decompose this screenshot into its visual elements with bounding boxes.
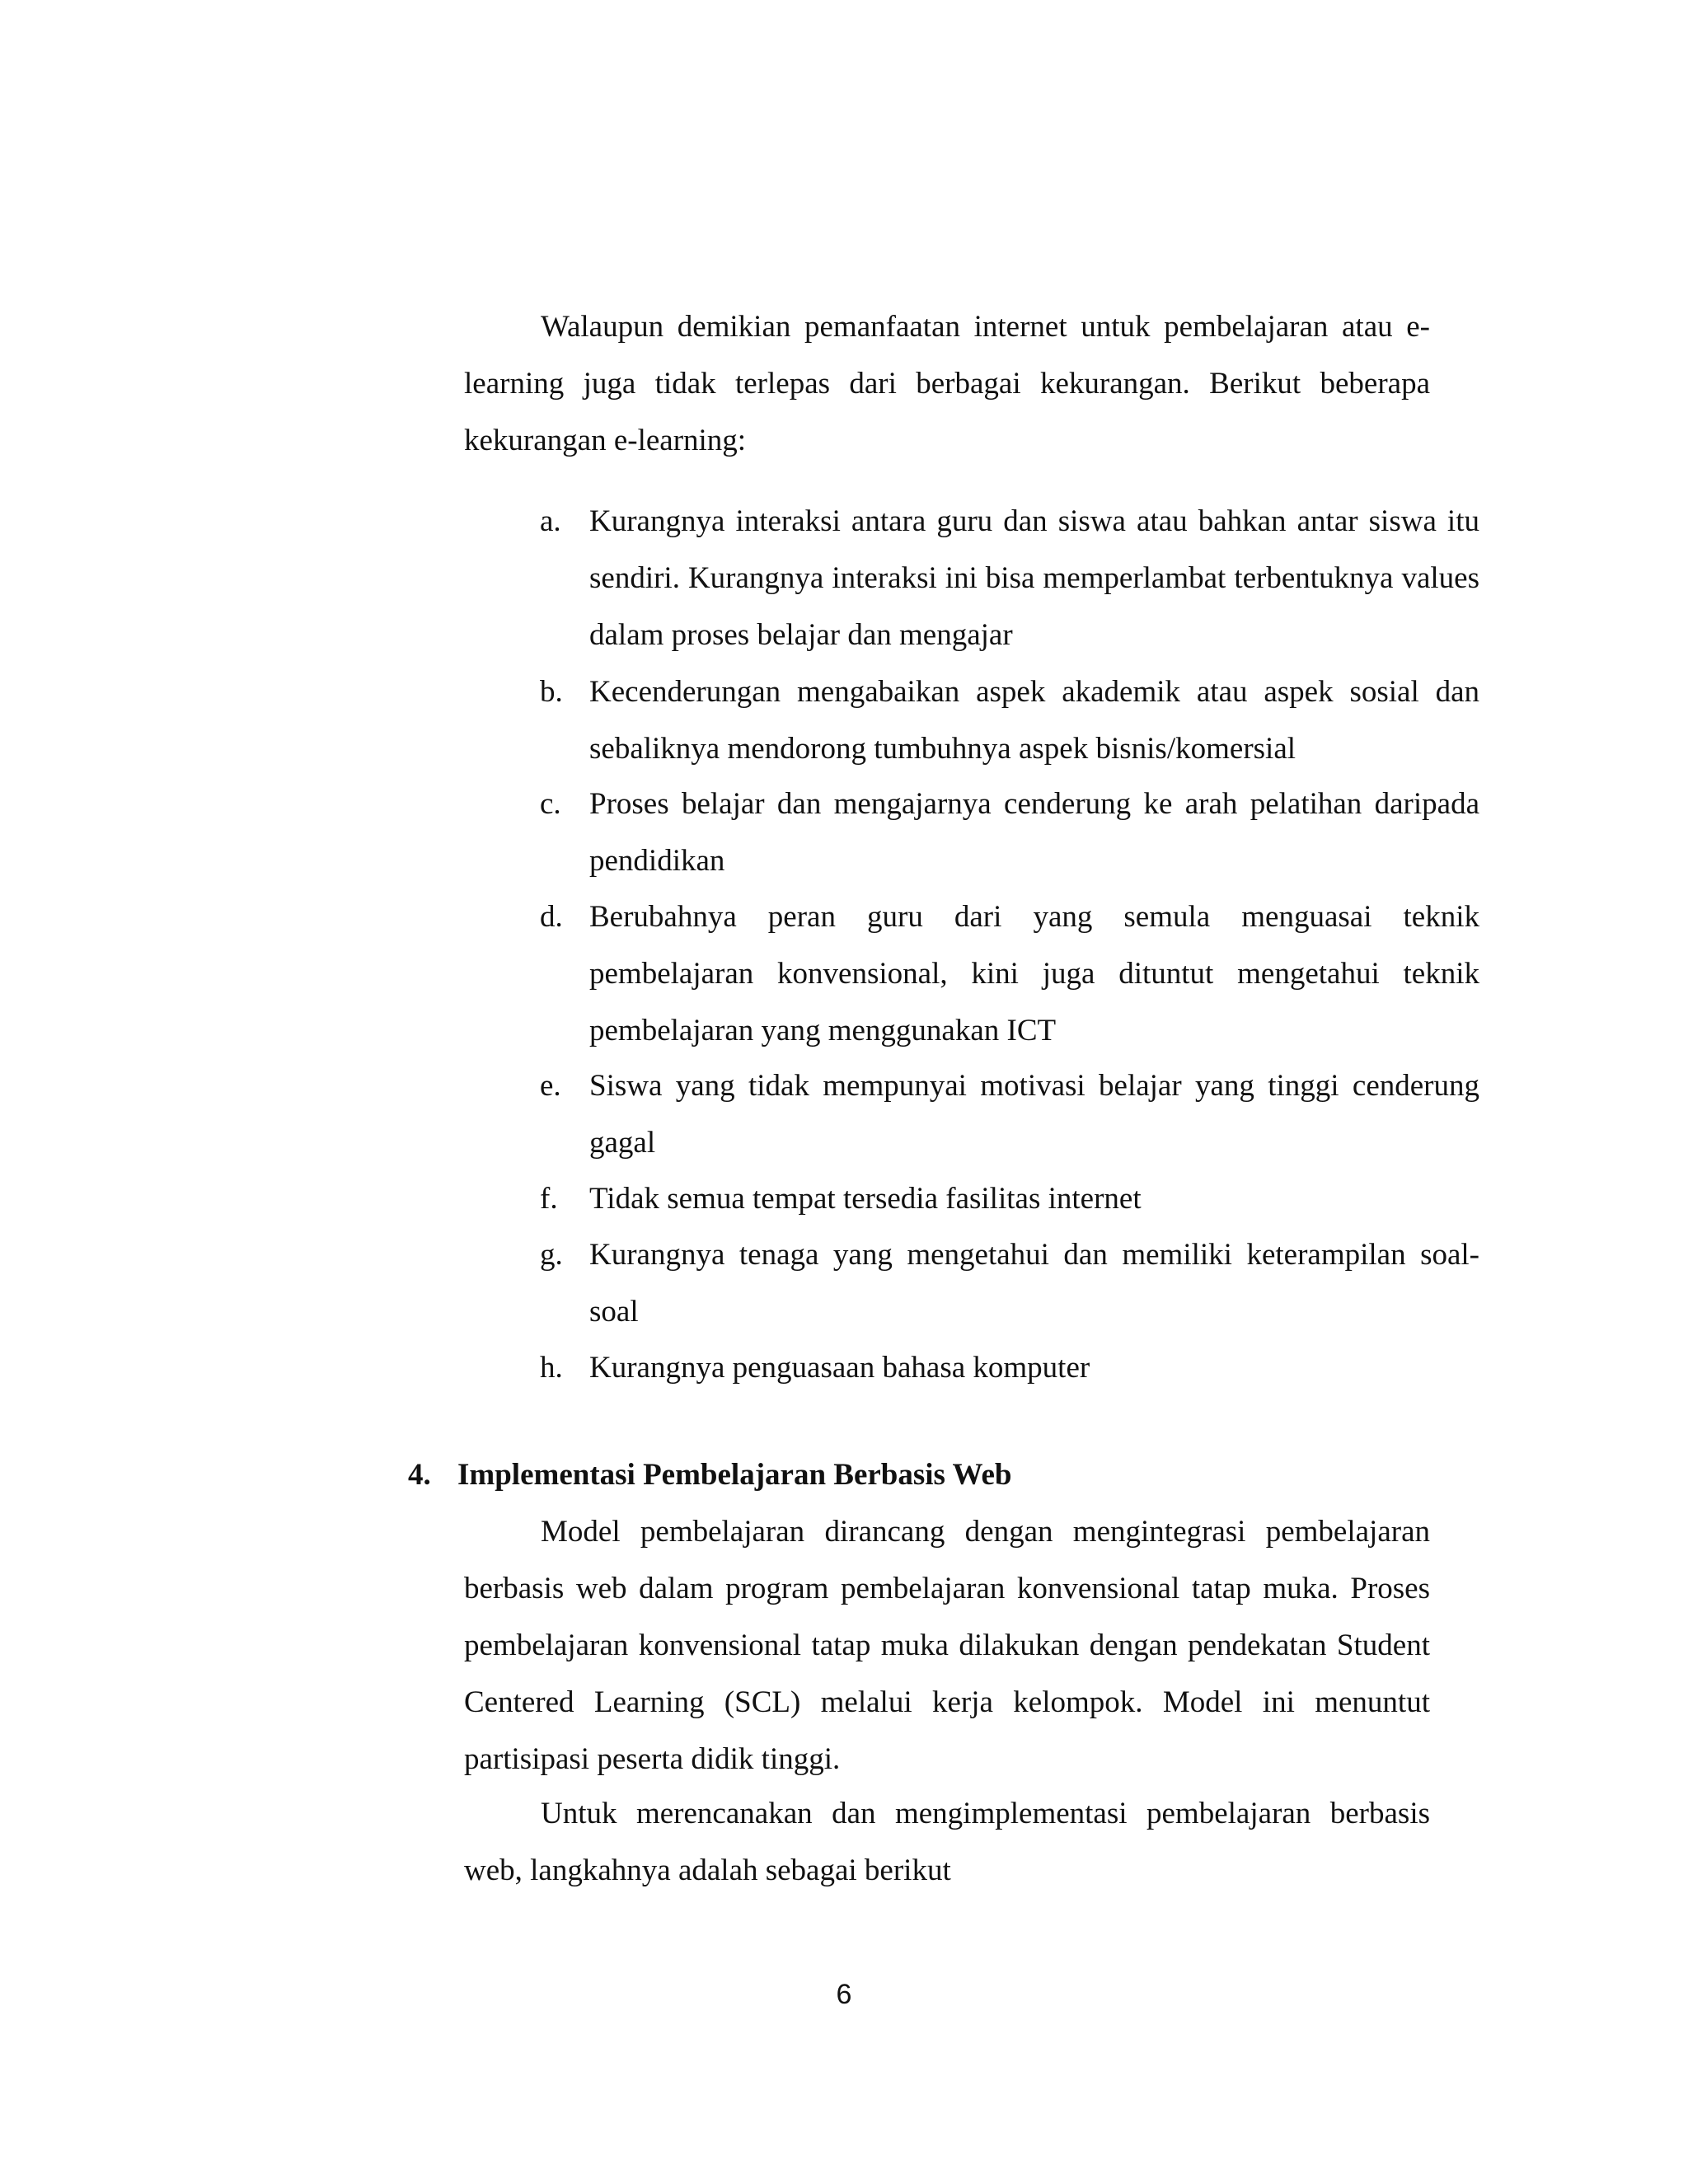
- list-item-letter: d.: [540, 900, 563, 934]
- list-item-text: Siswa yang tidak mempunyai motivasi belajar yang tinggi cenderung gagal: [589, 1069, 1479, 1160]
- list-item-text: Proses belajar dan mengajarnya cenderung ke arah pelatihan daripada pendidikan: [589, 787, 1479, 878]
- intro-paragraph: Walaupun demikian pemanfaatan internet untuk pembelajaran atau e-learning juga tidak terlepas dari berbagai kekurangan. Berikut beberapa kekurangan e-learning:: [464, 310, 1430, 457]
- list-item-letter: c.: [540, 787, 561, 821]
- list-item-text: Kurangnya penguasaan bahasa komputer: [589, 1351, 1090, 1385]
- list-item-letter: g.: [540, 1238, 563, 1272]
- list-item-letter: f.: [540, 1182, 558, 1216]
- list-item-text: Berubahnya peran guru dari yang semula menguasai teknik pembelajaran konvensional, kini juga dituntut mengetahui teknik pembelajaran yang menggunakan ICT: [589, 900, 1479, 1047]
- section-paragraph-2: Untuk merencanakan dan mengimplementasi pembelajaran berbasis web, langkahnya adalah sebagai berikut: [464, 1797, 1430, 1887]
- list-item-letter: e.: [540, 1069, 561, 1103]
- page-number: 6: [836, 1979, 852, 2010]
- section-number: 4.: [408, 1458, 431, 1492]
- list-item-letter: b.: [540, 675, 563, 709]
- list-item-letter: h.: [540, 1351, 563, 1385]
- section-paragraph-1: Model pembelajaran dirancang dengan mengintegrasi pembelajaran berbasis web dalam program pembelajaran konvensional tatap muka. Proses pembelajaran konvensional tatap muka dilakukan dengan pendekatan Student Centered Learning (SCL) melalui kerja kelompok. Model ini menuntut partisipasi peserta didik tinggi.: [464, 1515, 1430, 1776]
- list-item-letter: a.: [540, 504, 561, 538]
- section-title: Implementasi Pembelajaran Berbasis Web: [457, 1458, 1012, 1492]
- list-item-text: Tidak semua tempat tersedia fasilitas internet: [589, 1182, 1142, 1216]
- list-item-text: Kurangnya interaksi antara guru dan siswa atau bahkan antar siswa itu sendiri. Kurangnya interaksi ini bisa memperlambat terbentuknya values dalam proses belajar dan mengajar: [589, 504, 1479, 652]
- list-item-text: Kecenderungan mengabaikan aspek akademik atau aspek sosial dan sebaliknya mendorong tumbuhnya aspek bisnis/komersial: [589, 675, 1479, 766]
- list-item-text: Kurangnya tenaga yang mengetahui dan memiliki keterampilan soal-soal: [589, 1238, 1479, 1329]
